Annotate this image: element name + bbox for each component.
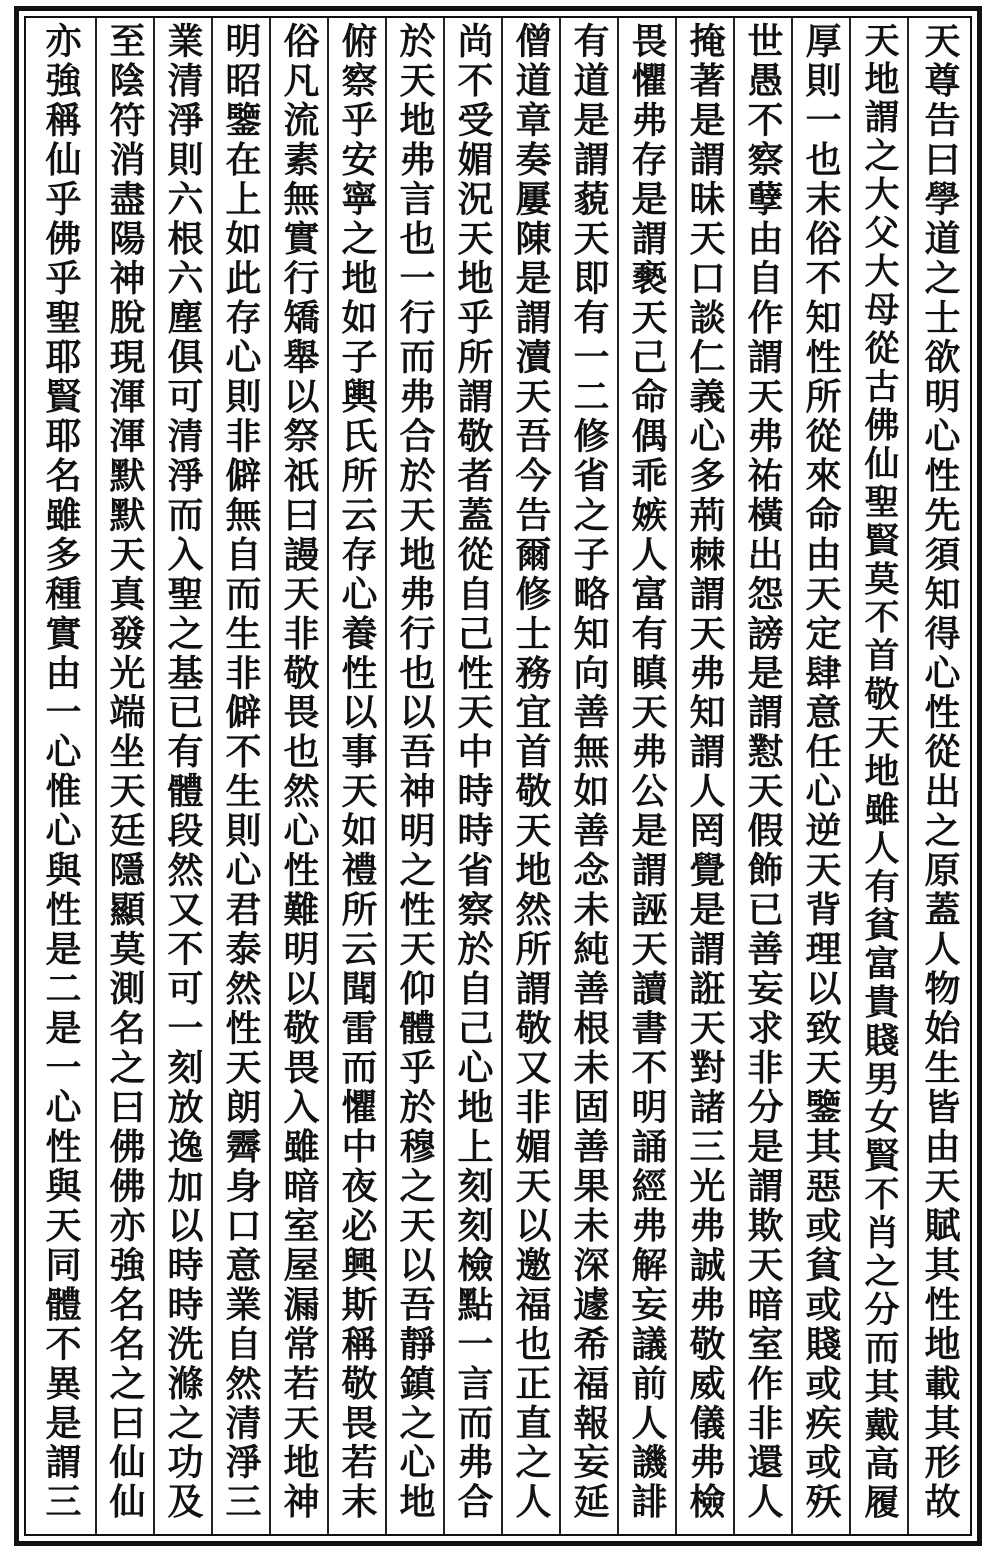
text-line: 僧道章奏屢陳是謂瀆天吾今告爾修士務宜首敬天地然所謂敬又非媚天以邀福也正直之人: [510, 22, 552, 1522]
text-column: [851, 18, 907, 1534]
text-column: [561, 18, 617, 1534]
text-column: [213, 18, 269, 1534]
text-column: [27, 18, 95, 1534]
text-line: 明昭鑒在上如此存心則非僻無自而生非僻不生則心君泰然性天朗霽身口意業自然清淨三: [220, 22, 262, 1522]
text-column: [97, 18, 153, 1534]
text-column: [445, 18, 501, 1534]
text-line: 於天地弗言也一行而弗合於天地弗行也以吾神明之性天仰體乎於穆之天以吾靜鎮之心地: [394, 22, 436, 1522]
text-line: 俯察乎安寧之地如子輿氏所云存心養性以事天如禮所云聞雷而懼中夜必興斯稱敬畏若末: [336, 22, 378, 1522]
text-line: 至陰符消盡陽神脫現渾渾默默天真發光端坐天廷隱顯莫測名之曰佛佛亦強名名之曰仙仙: [104, 22, 146, 1522]
text-column: [329, 18, 385, 1534]
text-line: 厚則一也末俗不知性所從來命由天定肆意任心逆天背理以致天鑒其惡或貧或賤或疾或殀: [800, 22, 842, 1522]
text-line: 有道是謂藐天即有一二修省之子略知向善無如善念未純善根未固善果未深遽希福報妄延: [568, 22, 610, 1522]
text-column: [387, 18, 443, 1534]
text-line: 天地謂之大父大母從古佛仙聖賢莫不首敬天地雖人有貧富貴賤男女賢不肖之分而其戴高履: [859, 22, 900, 1522]
text-line: 世愚不察孽由自作謂天弗祐橫出怨謗是謂懟天假飾已善妄求非分是謂欺天暗室作非還人: [742, 22, 784, 1522]
text-column: [793, 18, 849, 1534]
text-line: 亦強稱仙乎佛乎聖耶賢耶名雖多種實由一心惟心與性是二是一心性與天同體不異是謂三: [40, 22, 82, 1522]
text-line: 俗凡流素無實行矯舉以祭祇曰謾天非敬畏也然心性難明以敬畏入雖暗室屋漏常若天地神: [278, 22, 320, 1522]
text-column: [503, 18, 559, 1534]
text-line: 掩著是謂昧天口談仁義心多荊棘謂天弗知謂人罔覺是謂誑天對諸三光弗誠弗敬威儀弗檢: [684, 22, 726, 1522]
text-column: [271, 18, 327, 1534]
text-column: [735, 18, 791, 1534]
text-column: [909, 18, 971, 1534]
text-column: [619, 18, 675, 1534]
text-line: 業清淨則六根六塵俱可清淨而入聖之基已有體段然又不可一刻放逸加以時時洗滌之功及: [162, 22, 204, 1522]
text-column: [677, 18, 733, 1534]
text-line: 尚不受媚況天地乎所謂敬者蓋從自己性天中時時省察於自己心地上刻刻檢點一言而弗合: [452, 22, 494, 1522]
text-line: 天尊告曰學道之士欲明心性先須知得心性從出之原蓋人物始生皆由天賦其性地載其形故: [919, 22, 961, 1522]
text-column: [155, 18, 211, 1534]
text-line: 畏懼弗存是謂褻天己命偶乖嫉人富有瞋天弗公是謂誣天讀書不明誦經弗解妄議前人譏誹: [626, 22, 668, 1522]
